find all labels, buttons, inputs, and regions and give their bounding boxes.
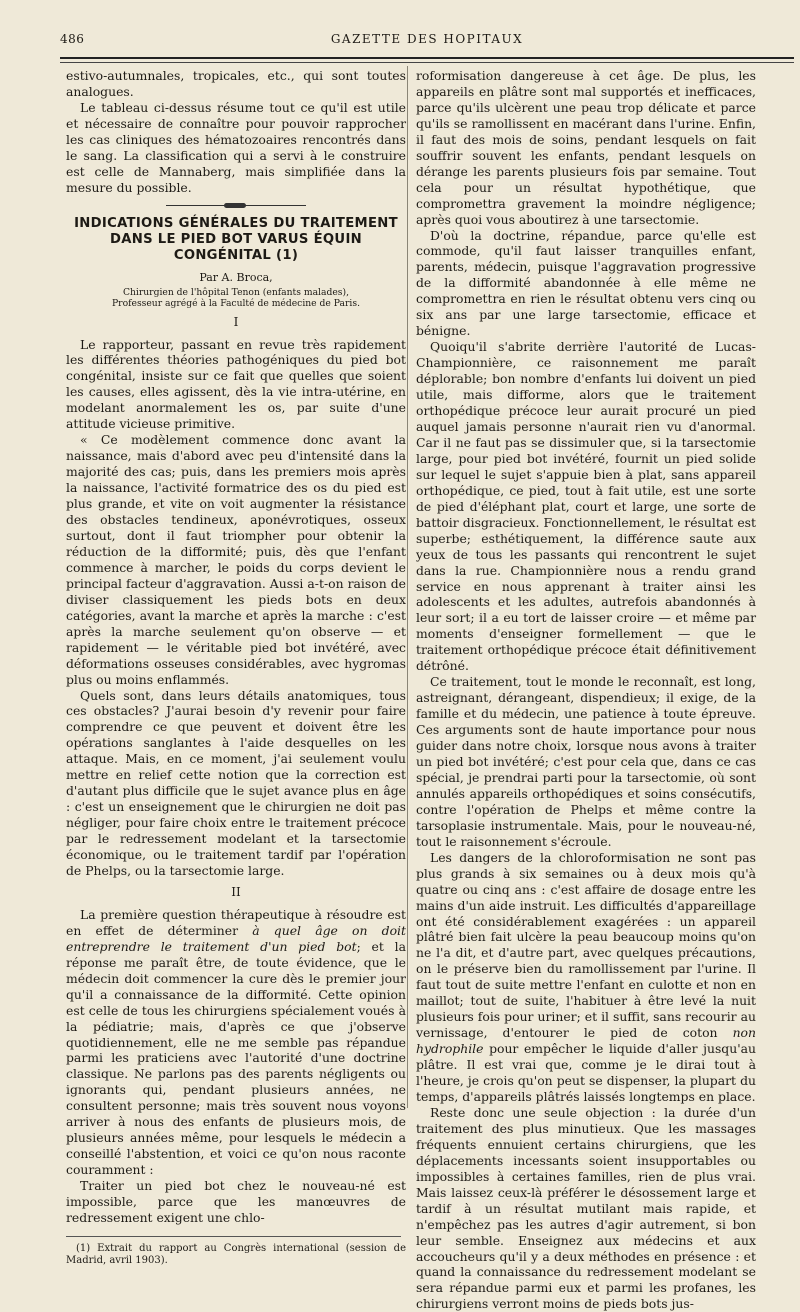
article-title: INDICATIONS GÉNÉRALES DU TRAITEMENT DANS LE PIED BOT VARUS ÉQUIN CONGÉNITAL (1) <box>74 215 398 263</box>
byline: Par A. Broca, <box>199 270 273 284</box>
page-number: 486 <box>60 32 85 46</box>
header-rule-thin <box>60 62 794 63</box>
paragraph: Quoiqu'il s'abrite derrière l'autorité de Lucas-Championnière, ce raisonnement me paraît déplorable; bon nombre d'enfants lui doivent un pied utile, mais difforme, alors que le traitement orthopédique précoce leur aurait procuré un pied auquel jamais personne n'aurait rien vu d'anormal. Car il ne faut pas se dissimuler que, si la tarsectomie large, pour pied bot invétéré, fournit un pied solide sur lequel le sujet s'appuie bien à plat, sans appareil orthopédique, ce pied, tout à fait utile, est une sorte de pied d'éléphant plat, court et large, une sorte de battoir disgracieux. Fonctionnellement, le résultat est superbe; esthétiquement, la différence saute aux yeux de tous les passants qui rencontrent le sujet dans la rue. Championnière nous a rendu grand service en nous apprenant à traiter ainsi les adolescents et les adultes, autrefois abandonnés à leur sort; il a eu tort de laisser croire — et même par moments d'enseigner formellement — que le traitement orthopédique précoce était définitivement détrôné. <box>416 339 756 674</box>
paragraph: estivo-autumnales, tropicales, etc., qui sont toutes analogues. <box>66 68 406 99</box>
running-title: GAZETTE DES HOPITAUX <box>330 32 524 46</box>
text-run: pour empêcher le liquide d'aller jusqu'au plâtre. Il est vrai que, comme je le dirai tout à l'heure, je crois qu'on peut se dispenser, la plupart du temps, d'appareils plâtrés laissés longtemps en place. <box>416 1041 756 1104</box>
section-heading: II <box>231 884 241 899</box>
paragraph: Traiter un pied bot chez le nouveau-né est impossible, parce que les manœuvres de redressement exigent une chlo- <box>66 1178 406 1225</box>
paragraph: roformisation dangereuse à cet âge. De plus, les appareils en plâtre sont mal supportés et inefficaces, parce qu'ils ulcèrent une peau trop délicate et parce qu'ils se ramollissent en macérant dans l'urine. Enfin, il faut des mois de soins, pendant lesquels on fait souffrir souvent les enfants, pendant lesquels on dérange les parents plusieurs fois par semaine. Tout cela pour un résultat hypothétique, que compromettra gravement la moindre négligence; après quoi vous aboutirez à une tarsectomie. <box>416 68 756 227</box>
right-column <box>416 68 756 1312</box>
paragraph: Le tableau ci-dessus résume tout ce qu'il est utile et nécessaire de connaître pour pouvoir rapprocher les cas cliniques des hématozoaires rencontrés dans le sang. La classification qui a servi à le construire est celle de Mannaberg, mais simplifiée dans la mesure du possible. <box>66 99 406 195</box>
author-affiliation: Chirurgien de l'hôpital Tenon (enfants malades), <box>122 286 350 298</box>
left-column <box>66 68 406 1268</box>
page-header <box>60 30 794 52</box>
paragraph: D'où la doctrine, répandue, parce qu'elle est commode, qu'il faut laisser tranquilles enfant, parents, médecin, puisque l'aggravation progressive de la difformité abandonnée à elle même ne compromettra en rien le résultat obtenu vers cinq ou six ans par une large tarsectomie, efficace et bénigne. <box>416 227 756 339</box>
text-run: La première question thérapeutique à résoudre est en effet de déterminer <box>66 906 406 938</box>
paragraph <box>66 907 406 1178</box>
paragraph: « Ce modèlement commence donc avant la naissance, mais d'abord avec peu d'intensité dans la majorité des cas; puis, dans les premiers mois après la naissance, l'activité formatrice des os du pied est plus grande, et vite on voit augmenter la résistance des obstacles tendineux, aponévrotiques, osseux surtout, dont il faut triompher pour obtenir la réduction de la difformité; puis, dès que l'enfant commence à marcher, le poids du corps devient le principal facteur d'aggravation. Aussi a-t-on raison de diviser classiquement les pieds bots en deux catégories, avant la marche et après la marche : c'est après la marche seulement qu'on observe — et rapidement — le véritable pied bot invétéré, avec déformations osseuses considérables, avec hygromas plus ou moins enflammés. <box>66 432 406 687</box>
paragraph <box>416 850 756 1105</box>
paragraph: Reste donc une seule objection : la durée d'un traitement des plus minutieux. Que les massages fréquents ennuient certains chirurgiens, que les déplacements incessants soient insupportables ou impossibles à certaines familles, rien de plus vrai. Mais laissez ceux-là préférer le désossement large et tardif à un résultat mutilant mais rapide, et n'empêchez pas les autres d'agir autrement, si bon leur semble. Enseignez aux médecins et aux accoucheurs qu'il y a deux méthodes en présence : et quand la connaissance du redressement modelant se sera répandue parmi eux et parmi les profanes, les chirurgiens verront moins de pieds bots jus- <box>416 1104 756 1312</box>
header-rule-thick <box>60 57 794 59</box>
paragraph: Ce traitement, tout le monde le reconnaît, est long, astreignant, dérangeant, dispendieux; il exige, de la famille et du médecin, une patience à toute épreuve. Ces arguments sont de haute importance pour nous guider dans notre choix, lorsque nous avons à traiter un pied bot invétéré; c'est pour cela que, dans ce cas spécial, je prendrai parti pour la tarsectomie, où sont annulés appareils orthopédiques et soins consécutifs, contre l'opération de Phelps et même contre la tarsoplasie instrumentale. Mais, pour le nouveau-né, tout le raisonnement s'écroule. <box>416 674 756 849</box>
emphasis: non hydrophile <box>416 1025 756 1057</box>
section-heading: I <box>233 314 239 329</box>
text-run: Les dangers de la chloroformisation ne sont pas plus grands à six semaines ou à deux mois qu'à quatre ou cinq ans : c'est affaire de dosage entre les mains d'un aide instruit. Les difficultés d'appareillage ont été considérablement exagérées : un appareil plâtré bien fait ulcère la peau beaucoup moins qu'on ne l'a dit, et d'autre part, avec quelques précautions, on le préserve bien du ramollissement par l'urine. Il faut tout de suite mettre l'enfant en culotte et non en maillot; tout de suite, l'habituer à être levé la nuit plusieurs fois pour uriner; et il suffit, sans recourir au vernissage, d'entourer le pied de coton <box>416 849 756 1041</box>
column-divider <box>407 66 408 1108</box>
author-affiliation: Professeur agrégé à la Faculté de médecine de Paris. <box>112 297 360 309</box>
article-separator <box>166 205 306 206</box>
paragraph: Le rapporteur, passant en revue très rapidement les différentes théories pathogéniques du pied bot congénital, insiste sur ce fait que quelles que soient les causes, elles agissent, dès la vie intra-utérine, en modelant anormalement les os, par suite d'une attitude vicieuse primitive. <box>66 336 406 432</box>
paragraph: Quels sont, dans leurs détails anatomiques, tous ces obstacles? J'aurai besoin d'y revenir pour faire comprendre ce que peuvent et doivent être les opérations sanglantes à l'aide desquelles on les attaque. Mais, en ce moment, j'ai seulement voulu mettre en relief cette notion que la correction est d'autant plus difficile que le sujet avance plus en âge : c'est un enseignement que le chirurgien ne doit pas négliger, pour faire choix entre le traitement précoce par le redressement modelant et la tarsectomie économique, ou le traitement tardif par l'opération de Phelps, ou la tarsectomie large. <box>66 687 406 878</box>
footnote: (1) Extrait du rapport au Congrès international (session de Madrid, avril 1903). <box>66 1242 406 1267</box>
text-run: ; et la réponse me paraît être, de toute évidence, que le médecin doit commencer la cure dès le premier jour qu'il a connaissance de la difformité. Cette opinion est celle de tous les chirurgiens spécialement voués à la pédiatrie; mais, d'après ce que j'observe quotidiennement, elle ne me semble pas répandue parmi les praticiens avec l'autorité d'une doctrine classique. Ne parlons pas des parents négligents ou ignorants qui, pendant plusieurs années, ne consultent personne; mais très souvent nous voyons arriver à nous des enfants de plusieurs mois, de plusieurs années même, pour lesquels le médecin a conseillé l'abstention, et voici ce qu'on nous raconte couramment : <box>66 938 406 1178</box>
emphasis: à quel âge on doit entreprendre le traitement d'un pied bot <box>66 922 407 954</box>
footnote-rule <box>66 1236 401 1237</box>
